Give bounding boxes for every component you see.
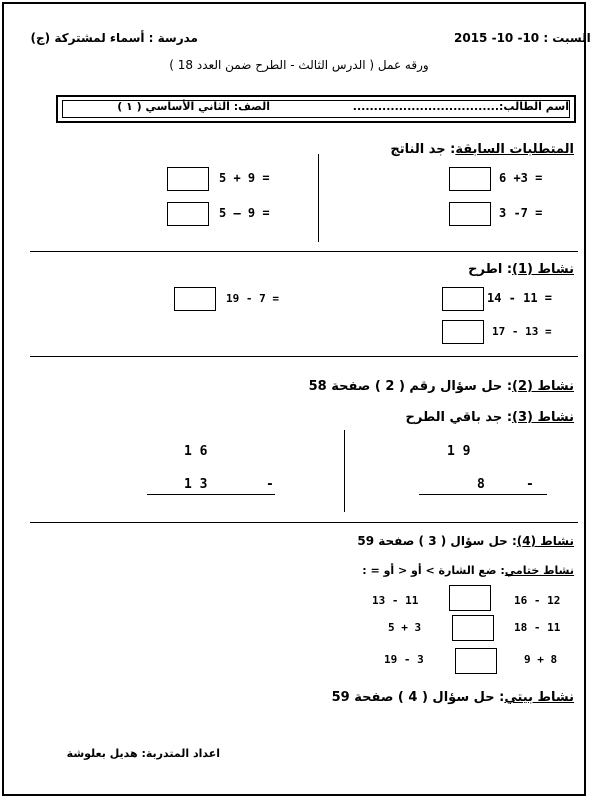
subtraction-line [419,494,547,495]
answer-box[interactable] [442,287,484,311]
act4-title: نشاط (4) [516,534,574,548]
prereq-right-1: 6 +3 = [499,171,543,185]
column-divider [318,154,319,242]
homework-instruction: : حل سؤال ( 4 ) صفحة 59 [331,690,505,705]
column-divider [344,430,345,512]
compare-box[interactable] [455,648,497,674]
closing-row2-right: 18 - 11 [514,621,561,634]
compare-box[interactable] [452,615,494,641]
prereq-left-2: 5 – 9 = [219,206,270,220]
prepared-by-text: اعداد المتدربة: هديل بعلوشة [66,747,220,760]
answer-box[interactable] [174,287,216,311]
closing-row3-left: 19 - 3 [384,653,424,666]
date-text: السبت : 10- 10- 2015 [454,31,591,45]
section-divider [30,522,578,523]
prereq-instruction: : جد الناتج [390,142,456,157]
act1-right-1: 14 - 11 = [487,291,553,305]
closing-row1-left: 13 - 11 [372,594,419,607]
prereq-left-1: 5 + 9 = [219,171,270,185]
section-divider [30,356,578,357]
act1-heading [384,262,574,277]
act3-left-top: 1 6 [184,444,208,459]
closing-row2-left: 5 + 3 [388,621,422,634]
act2-instruction: : حل سؤال رقم ( 2 ) صفحة 58 [308,379,513,394]
closing-title: نشاط ختامي [504,564,574,577]
act4-instruction: : حل سؤال ( 3 ) صفحة 59 [357,534,517,548]
answer-box[interactable] [167,167,209,191]
answer-box[interactable] [442,320,484,344]
prereq-title: المتطلبات السابقة [455,142,574,157]
compare-box[interactable] [449,585,491,611]
closing-heading [304,564,574,577]
answer-box[interactable] [449,167,491,191]
school-name: مدرسة : أسماء لمشتركة (ج) [30,31,198,45]
closing-instruction: : ضع الشارة > أو < أو = : [362,564,505,577]
homework-title: نشاط بيتي [504,690,574,705]
act3-left-bottom: 1 3 [184,477,208,492]
act3-right-minus: - [526,477,534,492]
worksheet-title: ورقه عمل ( الدرس الثالث - الطرح ضمن العدد 18 ) [169,58,429,72]
worksheet-page [2,2,591,796]
act4-heading [334,534,574,548]
closing-row1-right: 16 - 12 [514,594,561,607]
student-name-field[interactable]: اسم الطالب:................................... [352,100,569,113]
homework-heading [324,690,574,705]
answer-box[interactable] [449,202,491,226]
answer-box[interactable] [167,202,209,226]
act3-right-top: 1 9 [447,444,471,459]
section-divider [30,251,578,252]
closing-row3-right: 9 + 8 [524,653,558,666]
subtraction-line [147,494,275,495]
act3-left-minus: - [266,477,274,492]
act3-title: نشاط (3) [512,410,574,425]
act3-right-bottom: 8 [477,477,485,492]
act1-left-1: 19 - 7 = [226,292,279,305]
prereq-right-2: 3 -7 = [499,206,543,220]
act3-heading [364,410,574,425]
prereq-heading [344,142,574,157]
act3-instruction: : جد باقي الطرح [405,410,513,425]
act1-right-2: 17 - 13 = [492,325,552,338]
grade-text: الصف: الثاني الأساسي ( ١ ) [117,100,270,113]
act1-title: نشاط (1) [512,262,574,277]
act1-instruction: : اطرح [468,262,513,277]
act2-title: نشاط (2) [512,379,574,394]
act2-heading [304,379,574,394]
